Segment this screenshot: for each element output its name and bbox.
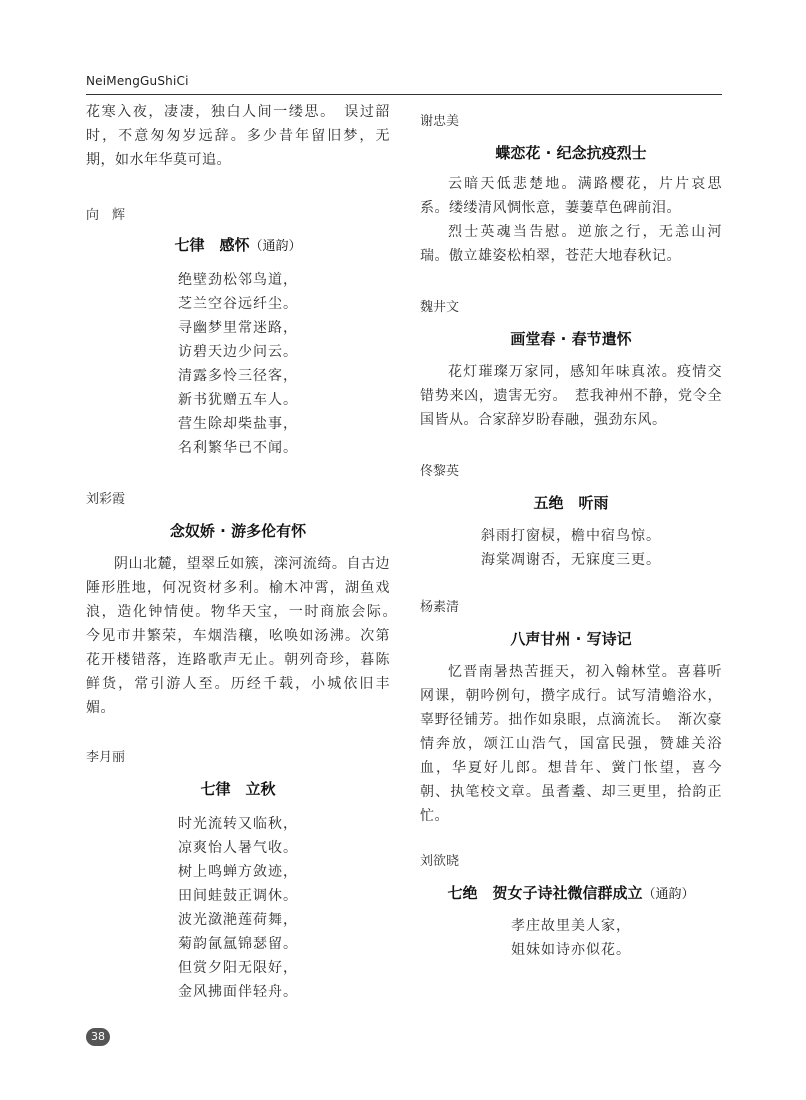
verse-line: 金风拂面伴轻舟。 [178, 984, 298, 1000]
right-column [420, 100, 722, 962]
poem-author: 李月丽 [86, 750, 126, 765]
verse-line: 营生除却柴盐事， [178, 416, 298, 432]
poem-title-main: 七律 感怀 [174, 236, 250, 254]
verse-line: 波光潋滟莲荷舞， [178, 912, 298, 928]
verse-line: 姐妹如诗亦似花。 [511, 942, 631, 958]
running-header [86, 72, 722, 95]
poem-author: 谢忠美 [420, 114, 460, 129]
left-column [86, 100, 405, 1004]
verse-line: 树上鸣蝉方敛迹， [178, 864, 298, 880]
verse-line: 时光流转又临秋， [178, 816, 298, 832]
verse-line: 名利繁华已不闻。 [178, 440, 298, 456]
poem-verse [86, 268, 390, 460]
verse-line: 田间蛙鼓正调休。 [178, 888, 298, 904]
poem-body: 忆晋南暑热苦捱天，初入翰林堂。喜暮听网课，朝吟例句，攒字成行。试写清蟾浴水，辜野径铺芳。拙作如泉眼，点滴流长。 渐次豪情奔放，颂江山浩气，国富民强，赞雄关浴血，华夏好儿郎。想昔年、黉门怅望，喜今朝、执笔校文章。虽耆耋、却三更里，拾韵正忙。 [420, 664, 722, 824]
poem-author: 刘彩霞 [86, 492, 126, 507]
poem-title: 七律 立秋 [200, 780, 276, 798]
verse-line: 芝兰空谷远纤尘。 [178, 296, 298, 312]
verse-line: 绝壁劲松邻鸟道， [178, 272, 298, 288]
poem-author: 杨素清 [420, 600, 460, 615]
continuation-text: 花寒入夜，凄凄，独白人间一缕思。 误过韶时，不意匆匆岁远辞。多少昔年留旧梦，无期，如水年华莫可追。 [86, 104, 390, 168]
poem-title [420, 880, 722, 906]
poem-title: 蝶恋花 · 纪念抗疫烈士 [495, 144, 647, 162]
poem-verse [420, 524, 722, 572]
poem-title [86, 232, 390, 258]
page-number-badge: 38 [86, 1028, 110, 1046]
poem-verse [420, 914, 722, 962]
poem-title: 五绝 听雨 [533, 494, 609, 512]
poem-author: 刘欲晓 [420, 854, 460, 869]
poem-body: 云暗天低悲楚地。满路樱花，片片哀思系。缕缕清风惆怅意，萋萋草色碑前泪。 [420, 176, 722, 216]
poem-title: 画堂春 · 春节遣怀 [510, 330, 632, 348]
verse-line: 寻幽梦里常迷路， [178, 320, 298, 336]
poem-body: 烈士英魂当告慰。逆旅之行，无恙山河瑞。傲立雄姿松柏翠，苍茫大地春秋记。 [420, 224, 722, 264]
verse-line: 斜雨打窗棂，檐中宿鸟惊。 [481, 528, 661, 544]
verse-line: 清露多怜三径客， [178, 368, 298, 384]
verse-line: 新书犹赠五车人。 [178, 392, 298, 408]
poem-body: 阴山北麓，望翠丘如簇，滦河流绮。自古边陲形胜地，何况资材多利。榆木冲霄，湖鱼戏浪，造化钟情使。物华天宝，一时商旅会际。 今见市井繁荣，车烟浩穰，吆唤如汤沸。次第花开楼错落，连路歌声无止。朝列奇珍，暮陈鲜货，常引游人至。历经千载，小城依旧丰媚。 [86, 556, 405, 716]
poem-author: 佟黎英 [420, 464, 460, 479]
poem-title: 八声甘州 · 写诗记 [510, 630, 632, 648]
verse-line: 访碧天边少问云。 [178, 344, 298, 360]
poem-title-main: 七绝 贺女子诗社微信群成立 [447, 884, 643, 902]
poem-verse [86, 812, 390, 1004]
poem-author: 向 辉 [86, 208, 126, 223]
poem-body: 花灯璀璨万家同，感知年味真浓。疫情交错势来凶，遗害无穷。 惹我神州不静，党令全国皆从。合家辞岁盼春融，强劲东风。 [420, 364, 722, 428]
journal-title: NeiMengGuShiCi [86, 74, 189, 88]
verse-line: 海棠凋谢否，无寐度三更。 [481, 552, 661, 568]
poem-title-note: （通韵） [249, 239, 302, 254]
poem-title-note: （通韵） [642, 887, 695, 902]
poem-author: 魏井文 [420, 300, 460, 315]
verse-line: 孝庄故里美人家， [511, 918, 631, 934]
poem-title: 念奴娇 · 游多伦有怀 [169, 522, 307, 540]
verse-line: 凉爽怡人暑气收。 [178, 840, 298, 856]
verse-line: 菊韵氤氲锦瑟留。 [178, 936, 298, 952]
verse-line: 但赏夕阳无限好， [178, 960, 298, 976]
